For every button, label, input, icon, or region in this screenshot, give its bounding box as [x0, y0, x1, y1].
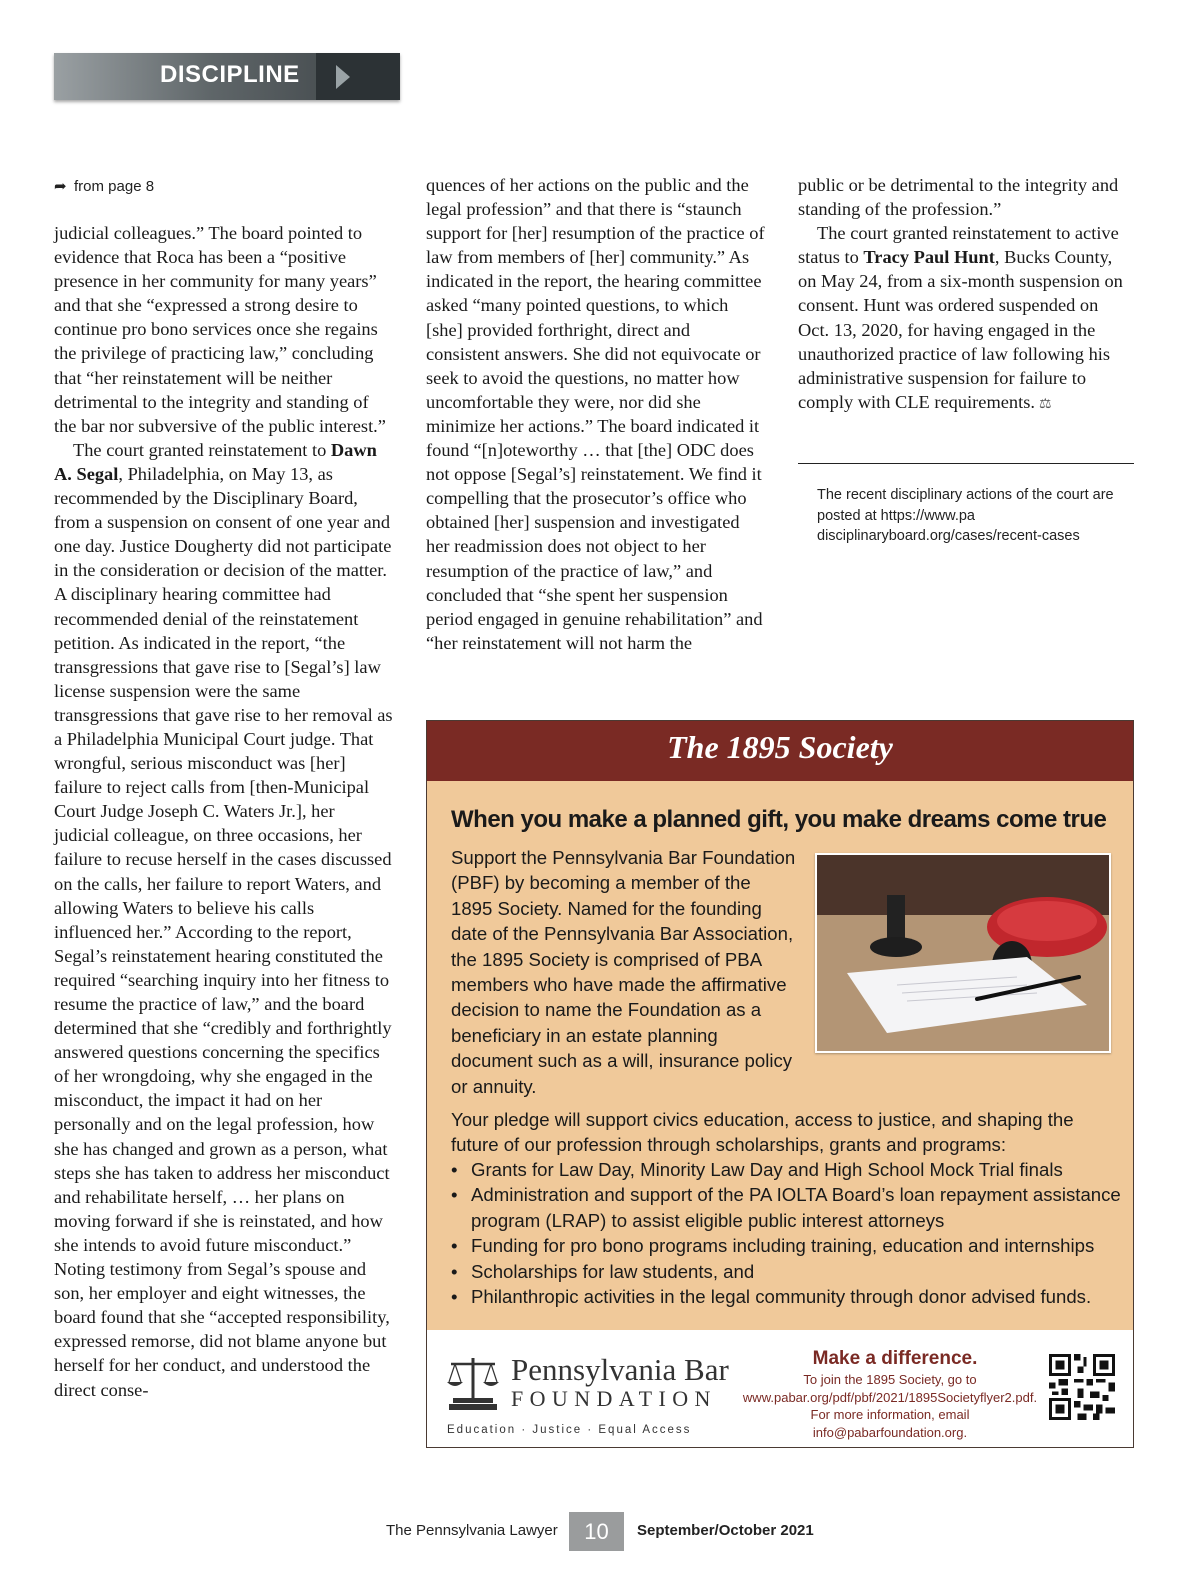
list-item: • Administration and support of the PA IOLTA Board’s loan repayment assistance program (LRAP) to assist eligible public interest attorneys — [451, 1182, 1121, 1233]
article-column-1 — [54, 221, 394, 1402]
paragraph: The court granted reinstatement to active status to Tracy Paul Hunt, Bucks County, on May 24, from a six-month suspension on consent. Hunt was ordered suspended on Oct. 13, 2020, for having engaged in the unauthorized practice of law following his administrative suspension for failure to comply with CLE requirements. ⚖ — [798, 223, 1123, 412]
scales-end-icon: ⚖ — [1039, 396, 1052, 412]
cta-title: Make a difference. — [812, 1348, 978, 1369]
name-bold: Tracy Paul Hunt — [863, 247, 995, 268]
pen-and-document-photo — [815, 853, 1111, 1053]
publication-name: The Pennsylvania Lawyer — [386, 1522, 558, 1539]
foundation-name: Pennsylvania Bar — [511, 1352, 729, 1387]
flyer-link[interactable]: www.pabar.org/pdf/pbf/2021/1895Societyflyer2.pdf. — [742, 1389, 1038, 1405]
society-advertisement — [426, 720, 1134, 1448]
issue-date: September/October 2021 — [637, 1522, 814, 1539]
divider — [798, 463, 1134, 464]
section-arrow-box — [316, 53, 400, 100]
article-column-3 — [798, 173, 1134, 417]
continued-from-link[interactable] — [54, 177, 154, 195]
from-page-label: from page 8 — [74, 178, 155, 195]
list-item: • Philanthropic activities in the legal community through donor advised funds. — [451, 1284, 1121, 1309]
foundation-name-line2: FOUNDATION — [511, 1386, 717, 1411]
section-label: DISCIPLINE — [160, 61, 300, 88]
ad-pledge-text: Your pledge will support civics education, access to justice, and shaping the future of our profession through scholarships, grants and programs: — [451, 1109, 1074, 1156]
list-item: • Funding for pro bono programs including training, education and internships — [451, 1233, 1121, 1258]
ad-intro-text: Support the Pennsylvania Bar Foundation (PBF) by becoming a member of the 1895 Society. Named for the founding date of the Pennsylvania Bar Association, the 1895 Society is comprised of PBA members who have made the affirmative decision to name the Foundation as a beneficiary in an estate planning document such as a will, insurance policy or annuity. — [451, 847, 796, 1097]
chevron-right-icon — [336, 65, 350, 89]
paragraph: public or be detrimental to the integrity and standing of the profession.” — [798, 175, 1119, 220]
article-column-2 — [426, 173, 766, 655]
scales-of-justice-icon — [445, 1352, 501, 1412]
ad-headline: When you make a planned gift, you make dreams come true — [451, 806, 1107, 833]
recent-cases-note: The recent disciplinary actions of the court are posted at https://www.pa disciplinaryboard.org/cases/recent-cases — [817, 487, 1114, 544]
list-item: • Grants for Law Day, Minority Law Day and High School Mock Trial finals — [451, 1157, 1121, 1182]
paragraph: judicial colleagues.” The board pointed to evidence that Roca has been a “positive presence in her community for many years” and that she “expressed a strong desire to continue pro bono services once she regains the privilege of practicing law,” concluding that “her reinstatement will be neither detrimental to the integrity and standing of the bar nor subversive of the public interest.” — [54, 223, 386, 436]
section-header-tab — [54, 53, 400, 100]
email-link[interactable]: info@pabarfoundation.org. — [812, 1424, 968, 1440]
ad-footer — [427, 1330, 1133, 1447]
name-bold: Dawn A. Segal — [54, 439, 377, 484]
page-number: 10 — [569, 1512, 624, 1551]
return-arrow-icon: ➦ — [54, 178, 67, 195]
ad-title: The 1895 Society — [667, 729, 893, 765]
qr-code-icon[interactable] — [1049, 1354, 1115, 1420]
ad-benefit-list — [451, 1157, 1121, 1309]
paragraph: The court granted reinstatement to Dawn A. Segal, Philadelphia, on May 13, as recommended by the Disciplinary Board, from a suspension on consent of one year and one day. Justice Dougherty did not participate in the consideration or decision of the matter. A disciplinary hearing committee had recommended denial of the reinstatement petition. As indicated in the report, “the transgressions that gave rise to [Segal’s] law license suspension were the same transgressions that gave rise to her removal as a Philadelphia Municipal Court judge. That wrongful, serious misconduct was [her] failure to reject calls from [then-Municipal Court Judge Joseph C. Waters Jr.], her judicial colleague, on three occasions, her failure to recuse herself in the cases discussed on the calls, her failure to report Waters, and allowing Waters to believe his calls influenced her.” According to the report, Segal’s reinstatement hearing constituted the required “searching inquiry into her fitness to resume the practice of law,” and the board determined that she “credibly and forthrightly answered questions concerning the specifics of her wrongdoing, why she engaged in the misconduct, the impact it had on her personally and on the legal profession, how she has changed and grown as a person, what steps she has taken to address her misconduct and rehabilitate herself, … her plans on moving forward if she is reinstated, and how she intends to avoid future misconduct.” Noting testimony from Segal’s spouse and son, her employer and eight witnesses, the board found that she “accepted responsibility, expressed remorse, did not blame anyone but herself for her conduct, and understood the direct conse- — [54, 439, 393, 1400]
foundation-tagline: Education · Justice · Equal Access — [447, 1424, 692, 1436]
list-item: • Scholarships for law students, and — [451, 1259, 1121, 1284]
paragraph: quences of her actions on the public and the legal profession” and that there is “staunch support for [her] resumption of the practice of law from members of [her] community.” As indicated in the report, the hearing committee asked “many pointed questions, to which [she] provided forthright, direct and consistent answers. She did not equivocate or seek to avoid the questions, no matter how uncomfortable they were, nor did she minimize her actions.” The board indicated it found “[n]oteworthy … that [the] ODC does not oppose [Segal’s] reinstatement. We find it compelling that the prosecutor’s office who obtained [her] suspension and investigated her readmission does not object to her resumption of the practice of law,” and concluded that “she spent her suspension period engaged in genuine rehabilitation” and “her reinstatement will not harm the — [426, 175, 765, 653]
cta-text: To join the 1895 Society, go to www.pabar.org/pdf/pbf/2021/1895Societyflyer2.pdf. For more information, email info@pabarfoundation.org. — [737, 1371, 1043, 1441]
